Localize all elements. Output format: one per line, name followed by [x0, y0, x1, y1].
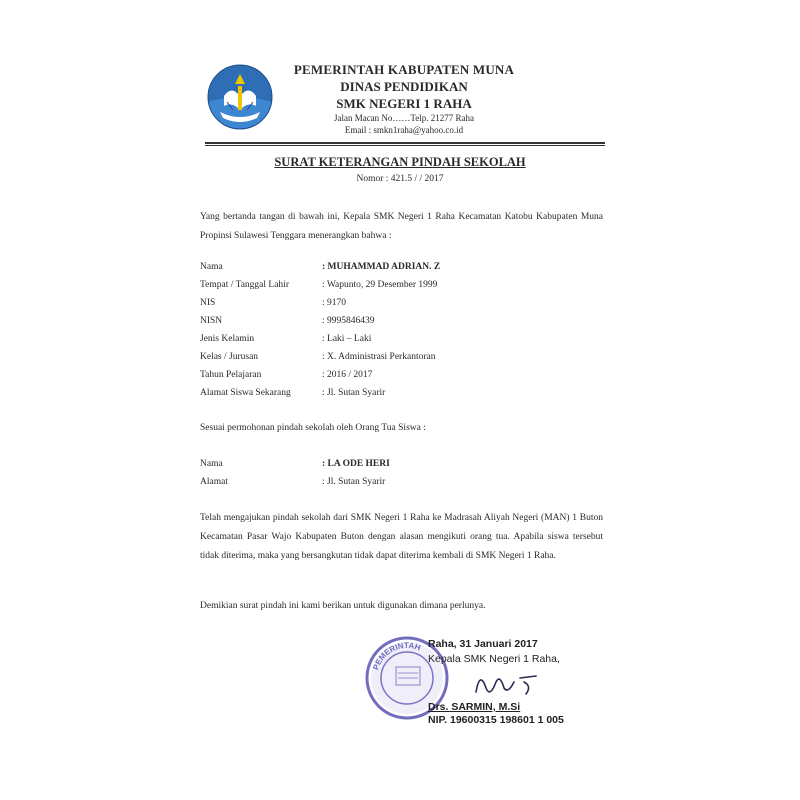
parent-intro-paragraph: Sesuai permohonan pindah sekolah oleh Orang Tua Siswa :	[200, 423, 426, 433]
student-field-value: : 2016 / 2017	[322, 370, 373, 380]
student-field-label: Tempat / Tanggal Lahir	[200, 280, 289, 290]
tut-wuri-handayani-logo-icon	[207, 62, 273, 132]
letter-number: Nomor : 421.5 / / 2017	[356, 174, 444, 184]
signature-position: Kepala SMK Negeri 1 Raha,	[428, 653, 560, 665]
student-field-value: : Wapunto, 29 Desember 1999	[322, 280, 438, 290]
stamp-text: PEMERINTAH	[371, 640, 422, 672]
signature-place-date: Raha, 31 Januari 2017	[428, 638, 538, 650]
body-paragraph: Telah mengajukan pindah sekolah dari SMK Negeri 1 Raha ke Madrasah Aliyah Negeri (MAN) 1 Buton Kecamatan Pasar Wajo Kabupaten Buton dengan alasan mengikuti orang tua. Apabila siswa tersebut tidak diterima, maka yang bersangkutan tidak dapat diterima kembali di SMK Negeri 1 Raha.	[200, 513, 603, 561]
letterhead-government: PEMERINTAH KABUPATEN MUNA	[293, 62, 515, 77]
student-field-value: : X. Administrasi Perkantoran	[322, 352, 436, 362]
student-field-value: : 9995846439	[322, 316, 375, 326]
handwritten-signature-icon	[470, 664, 550, 700]
student-field-label: NISN	[200, 316, 223, 326]
student-field-row	[200, 298, 600, 315]
student-field-label: Kelas / Jurusan	[200, 352, 259, 362]
student-field-row	[200, 262, 600, 279]
letterhead-divider-thin	[205, 145, 605, 146]
student-field-value: : Laki – Laki	[322, 334, 372, 344]
student-field-row	[200, 388, 600, 405]
student-field-label: Nama	[200, 262, 223, 272]
letterhead-divider-thick	[205, 142, 605, 144]
parent-field-row	[200, 477, 600, 494]
parent-field-label: Alamat	[200, 477, 228, 487]
student-field-row	[200, 352, 600, 369]
signature-nip: NIP. 19600315 198601 1 005	[428, 714, 564, 726]
student-field-value: : MUHAMMAD ADRIAN. Z	[322, 262, 441, 272]
student-field-value: : Jl. Sutan Syarir	[322, 388, 386, 398]
student-field-row	[200, 316, 600, 333]
student-field-label: Tahun Pelajaran	[200, 370, 262, 380]
closing-paragraph: Demikian surat pindah ini kami berikan untuk digunakan dimana perlunya.	[200, 601, 486, 611]
student-field-row	[200, 334, 600, 351]
letterhead-address: Jalan Macan No……Telp. 21277 Raha	[333, 113, 475, 123]
parent-field-label: Nama	[200, 459, 223, 469]
student-field-label: Alamat Siswa Sekarang	[200, 388, 291, 398]
letterhead-email: Email : smkn1raha@yahoo.co.id	[344, 125, 464, 135]
student-field-row	[200, 280, 600, 297]
letterhead-department: DINAS PENDIDIKAN	[340, 79, 468, 94]
student-field-label: NIS	[200, 298, 216, 308]
parent-field-row	[200, 459, 600, 476]
parent-field-value: : LA ODE HERI	[322, 459, 390, 469]
signature-name: Drs. SARMIN, M.Si	[428, 701, 521, 713]
student-field-value: : 9170	[322, 298, 347, 308]
student-field-row	[200, 370, 600, 387]
student-field-label: Jenis Kelamin	[200, 334, 255, 344]
intro-paragraph: Yang bertanda tangan di bawah ini, Kepala SMK Negeri 1 Raha Kecamatan Katobu Kabupaten Muna Propinsi Sulawesi Tenggara menerangkan bahwa :	[200, 212, 603, 241]
letterhead-school: SMK NEGERI 1 RAHA	[336, 96, 472, 111]
letter-title: SURAT KETERANGAN PINDAH SEKOLAH	[274, 155, 526, 169]
parent-field-value: : Jl. Sutan Syarir	[322, 477, 386, 487]
